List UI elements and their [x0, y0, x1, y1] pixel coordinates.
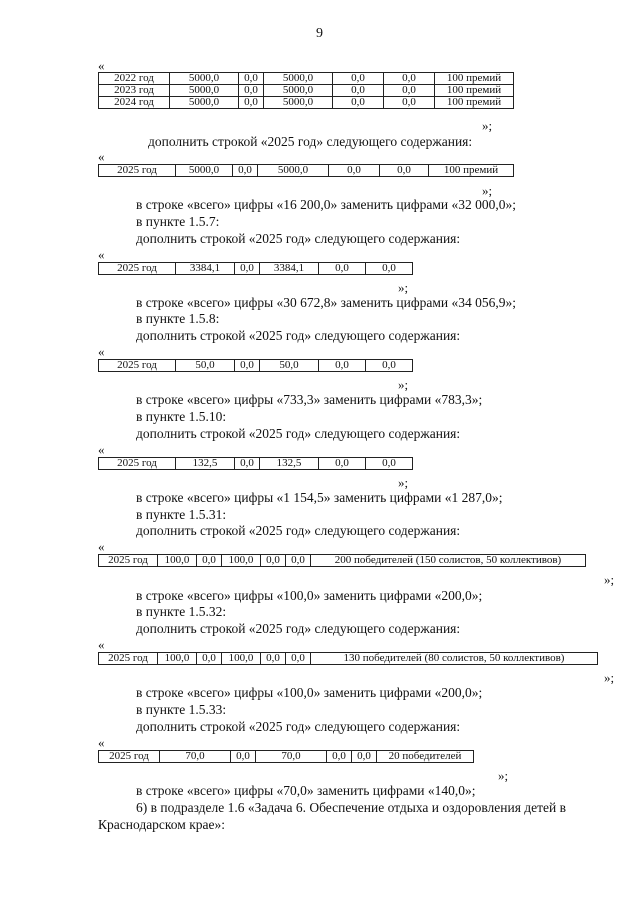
table-cell: 2025 год: [99, 653, 158, 665]
table-cell: 5000,0: [264, 85, 333, 97]
table-cell: 132,5: [260, 458, 319, 470]
table-cell: 2025 год: [99, 555, 158, 567]
instruction-replace: в строке «всего» цифры «30 672,8» заменить цифрами «34 056,9»;: [136, 295, 517, 310]
table-cell: 2025 год: [99, 360, 176, 372]
table-cell: 0,0: [319, 360, 366, 372]
table-cell: 200 победителей (150 солистов, 50 коллективов): [311, 555, 586, 567]
table-row: [99, 653, 598, 665]
close-quote: »;: [498, 768, 509, 783]
instruction-add-row: дополнить строкой «2025 год» следующего содержания:: [148, 134, 473, 149]
table-row: [99, 458, 413, 470]
open-quote: «: [98, 149, 105, 164]
table-cell: 0,0: [333, 73, 384, 85]
table-cell: 5000,0: [258, 165, 329, 177]
instruction-add-row: дополнить строкой «2025 год» следующего содержания:: [136, 523, 461, 538]
table-cell: 100 премий: [435, 85, 514, 97]
table-cell: 50,0: [260, 360, 319, 372]
table-row: [99, 263, 413, 275]
table-cell: 0,0: [384, 85, 435, 97]
table-cell: 0,0: [384, 97, 435, 109]
table-cell: 0,0: [286, 653, 311, 665]
instruction-point: в пункте 1.5.8:: [136, 311, 220, 326]
open-quote: «: [98, 344, 105, 359]
table-cell: 0,0: [286, 555, 311, 567]
table-cell: 70,0: [160, 751, 231, 763]
table-cell: 0,0: [366, 263, 413, 275]
table-cell: 0,0: [261, 653, 286, 665]
close-quote: »;: [482, 183, 493, 198]
table-cell: 2025 год: [99, 458, 176, 470]
table-cell: 100 премий: [429, 165, 514, 177]
table-cell: 0,0: [231, 751, 256, 763]
instruction-add-row: дополнить строкой «2025 год» следующего содержания:: [136, 426, 461, 441]
table-cell: 0,0: [239, 85, 264, 97]
table-cell: 3384,1: [176, 263, 235, 275]
close-quote: »;: [604, 572, 615, 587]
table-cell: 5000,0: [176, 165, 233, 177]
instruction-add-row: дополнить строкой «2025 год» следующего содержания:: [136, 328, 461, 343]
table-cell: 0,0: [197, 555, 222, 567]
instruction-replace: в строке «всего» цифры «100,0» заменить цифрами «200,0»;: [136, 685, 483, 700]
close-quote: »;: [398, 377, 409, 392]
instruction-add-row: дополнить строкой «2025 год» следующего содержания:: [136, 719, 461, 734]
table-cell: 0,0: [333, 97, 384, 109]
table-cell: 5000,0: [170, 85, 239, 97]
instruction-replace: в строке «всего» цифры «16 200,0» заменить цифрами «32 000,0»;: [136, 197, 517, 212]
open-quote: «: [98, 58, 105, 73]
table-cell: 0,0: [327, 751, 352, 763]
close-quote: »;: [604, 670, 615, 685]
instruction-replace: в строке «всего» цифры «1 154,5» заменить цифрами «1 287,0»;: [136, 490, 503, 505]
table-cell: 0,0: [319, 458, 366, 470]
table-row: [99, 555, 586, 567]
table-cell: 3384,1: [260, 263, 319, 275]
table-row: [99, 165, 514, 177]
amendment-table-2022-2024: [98, 72, 514, 109]
instruction-replace: в строке «всего» цифры «100,0» заменить цифрами «200,0»;: [136, 588, 483, 603]
instruction-point: в пункте 1.5.33:: [136, 702, 227, 717]
table-cell: 132,5: [176, 458, 235, 470]
table-cell: 0,0: [380, 165, 429, 177]
table-cell: 0,0: [233, 165, 258, 177]
table-cell: 50,0: [176, 360, 235, 372]
table-cell: 2023 год: [99, 85, 170, 97]
open-quote: «: [98, 539, 105, 554]
table-cell: 5000,0: [264, 97, 333, 109]
instruction-point: в пункте 1.5.32:: [136, 604, 227, 619]
instruction-point: в пункте 1.5.31:: [136, 507, 227, 522]
table-row: [99, 360, 413, 372]
table-cell: 0,0: [197, 653, 222, 665]
close-quote: »;: [398, 280, 409, 295]
table-cell: 2025 год: [99, 165, 176, 177]
open-quote: «: [98, 735, 105, 750]
table-cell: 0,0: [352, 751, 377, 763]
table-cell: 0,0: [329, 165, 380, 177]
table-cell: 100,0: [222, 555, 261, 567]
table-cell: 20 победителей: [377, 751, 474, 763]
close-quote: »;: [482, 118, 493, 133]
open-quote: «: [98, 247, 105, 262]
amendment-table-2025: [98, 750, 474, 763]
instruction-add-row: дополнить строкой «2025 год» следующего содержания:: [136, 231, 461, 246]
amendment-table-2025: [98, 359, 413, 372]
amendment-table-2025: [98, 457, 413, 470]
table-cell: 0,0: [319, 263, 366, 275]
table-cell: 5000,0: [264, 73, 333, 85]
instruction-point: в пункте 1.5.10:: [136, 409, 227, 424]
close-quote: »;: [398, 475, 409, 490]
table-cell: 0,0: [235, 458, 260, 470]
table-row: [99, 751, 474, 763]
instruction-replace: в строке «всего» цифры «733,3» заменить цифрами «783,3»;: [136, 392, 483, 407]
table-cell: 130 победителей (80 солистов, 50 коллективов): [311, 653, 598, 665]
table-row: [99, 97, 514, 109]
table-cell: 0,0: [239, 73, 264, 85]
instruction-add-row: дополнить строкой «2025 год» следующего содержания:: [136, 621, 461, 636]
amendment-table-2025: [98, 164, 514, 177]
table-cell: 2024 год: [99, 97, 170, 109]
open-quote: «: [98, 637, 105, 652]
table-cell: 0,0: [235, 263, 260, 275]
table-cell: 5000,0: [170, 73, 239, 85]
amendment-table-2025: [98, 652, 598, 665]
table-cell: 0,0: [261, 555, 286, 567]
table-cell: 100,0: [158, 653, 197, 665]
table-cell: 2025 год: [99, 751, 160, 763]
table-cell: 0,0: [333, 85, 384, 97]
table-cell: 5000,0: [170, 97, 239, 109]
amendment-table-2025: [98, 262, 413, 275]
table-cell: 100 премий: [435, 73, 514, 85]
table-row: [99, 73, 514, 85]
table-cell: 100 премий: [435, 97, 514, 109]
instruction-point: в пункте 1.5.7:: [136, 214, 220, 229]
table-row: [99, 85, 514, 97]
table-cell: 100,0: [222, 653, 261, 665]
table-cell: 0,0: [366, 360, 413, 372]
page-number: 9: [316, 26, 323, 41]
open-quote: «: [98, 442, 105, 457]
table-cell: 0,0: [239, 97, 264, 109]
instruction-replace: в строке «всего» цифры «70,0» заменить цифрами «140,0»;: [136, 783, 476, 798]
table-cell: 2022 год: [99, 73, 170, 85]
table-cell: 0,0: [384, 73, 435, 85]
subsection-6-line2: Краснодарском крае»:: [98, 817, 226, 832]
table-cell: 0,0: [366, 458, 413, 470]
table-cell: 100,0: [158, 555, 197, 567]
table-cell: 70,0: [256, 751, 327, 763]
subsection-6-line1: 6) в подразделе 1.6 «Задача 6. Обеспечение отдыха и оздоровления детей в: [136, 800, 567, 815]
table-cell: 0,0: [235, 360, 260, 372]
table-cell: 2025 год: [99, 263, 176, 275]
amendment-table-2025: [98, 554, 586, 567]
